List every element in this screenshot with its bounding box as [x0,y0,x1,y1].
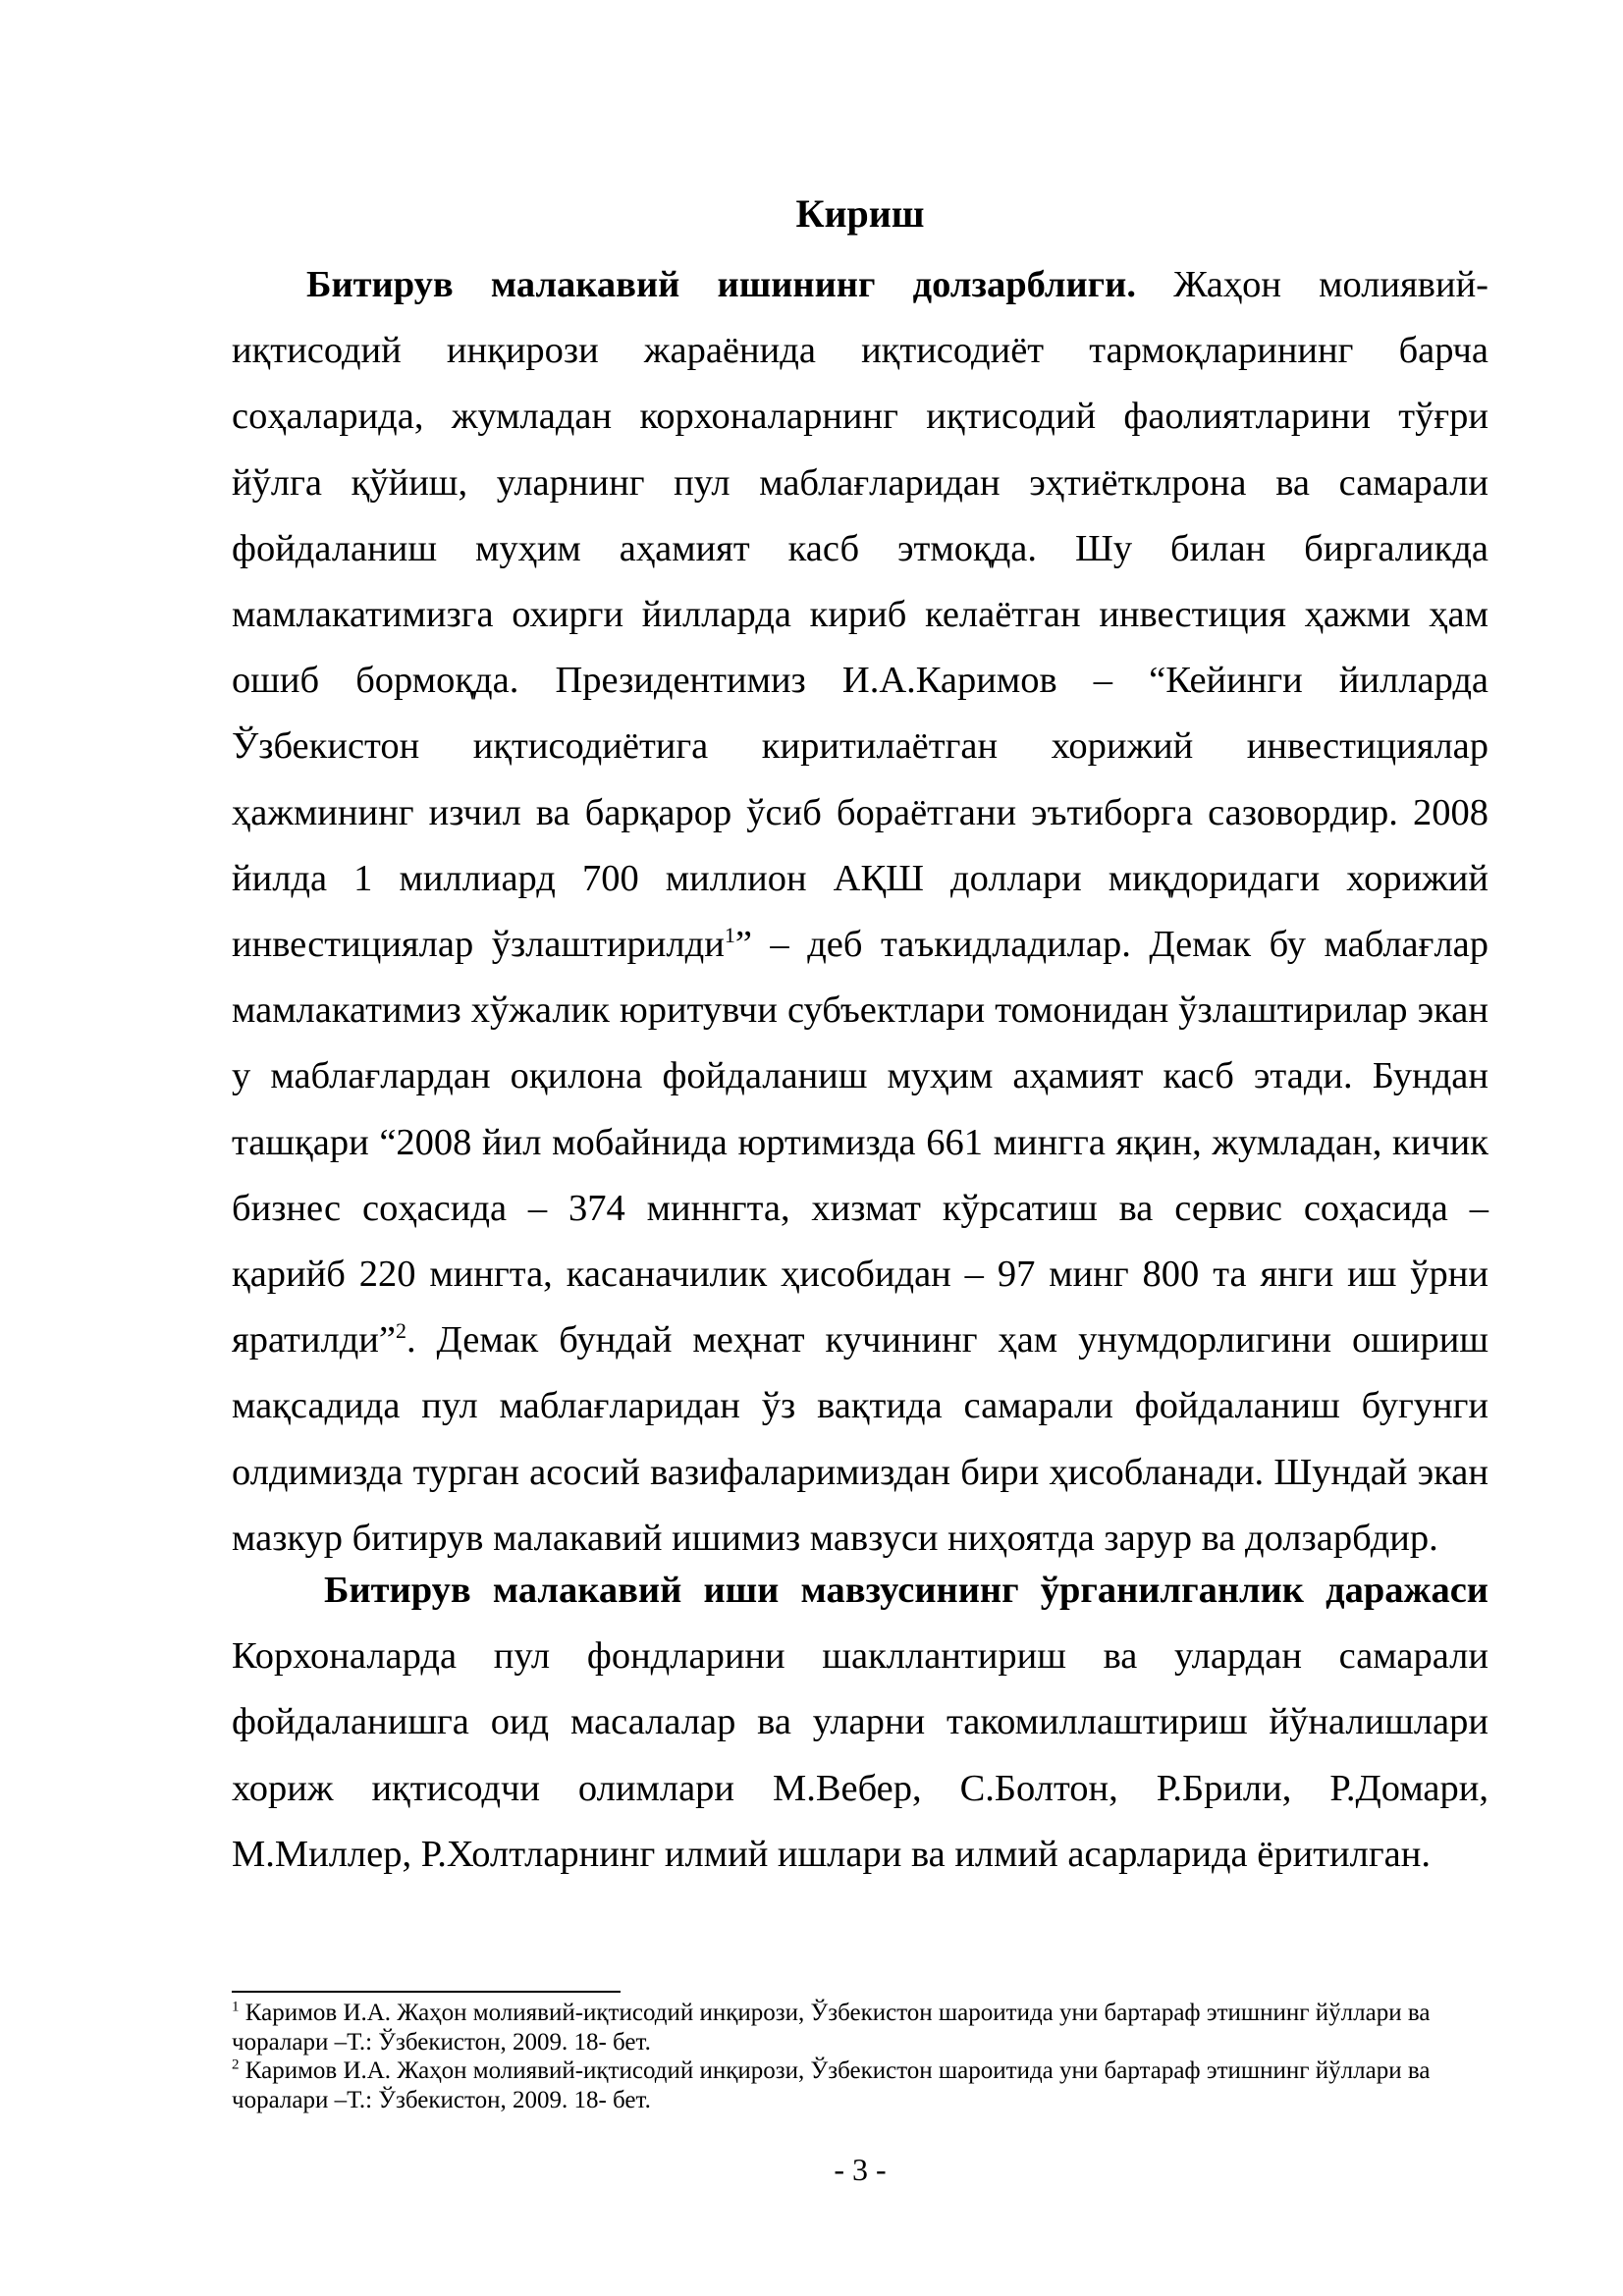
paragraph-study-level [232,1558,1488,1888]
paragraph-relevance-text-2: ” – деб таъкидладилар. Демак бу маблағлар мамлакатимиз хўжалик юритувчи субъектлари томонидан ўзлаштирилар экан у маблағлардан оқилона фойдаланиш муҳим аҳамият касб этади. Бундан ташқари “2008 йил мобайнида юртимизда 661 мингга яқин, жумладан, кичик бизнес соҳасида – 374 миннгта, хизмат кўрсатиш ва сервис соҳасида – қарийб 220 мингта, касаначилик ҳисобидан – 97 минг 800 та янги иш ўрни яратилди” [232,924,1488,1362]
paragraph-study-level-lead: Битирув малакавий иши мавзусининг ўрганилганлик даражаси [324,1570,1488,1611]
page-number: - 3 - [834,2152,887,2187]
page-title: Кириш [795,191,925,236]
footnote-number: 1 [232,1999,240,2015]
paragraph-relevance-text-1: Жаҳон молиявий-иқтисодий инқирози жараёнида иқтисодиёт тармоқларининг барча соҳаларида, жумладан корхоналарнинг иқтисодий фаолиятларини тўғри йўлга қўйиш, уларнинг пул маблағларидан эҳтиётклрона ва самарали фойдаланиш муҳим аҳамият касб этмоқда. Шу билан биргаликда мамлакатимизга охирги йилларда кириб келаётган инвестиция ҳажми ҳам ошиб бормоқда. Президентимиз И.А.Каримов – “Кейинги йилларда Ўзбекистон иқтисодиётига киритилаётган хорижий инвестициялар ҳажмининг изчил ва барқарор ўсиб бораётгани эътиборга сазовордир. 2008 йилда 1 миллиард 700 миллион АҚШ доллари миқдоридаги хорижий инвестициялар ўзлаштирилди [232,264,1488,966]
footnote-ref-1: 1 [724,923,735,948]
paragraph-relevance-lead: Битирув малакавий ишининг долзарблиги. [306,264,1136,305]
footnotes [232,1999,1488,2114]
footnote-separator [232,1991,621,1993]
paragraph-relevance-text-3: . Демак бундай меҳнат кучининг ҳам унумдорлигини ошириш мақсадида пул маблағларидан ўз вақтида самарали фойдаланиш бугунги олдимизда турган асосий вазифаларимиздан бири ҳисобланади. Шундай экан мазкур битирув малакавий ишимиз мавзуси ниҳоятда зарур ва долзарбдир. [232,1319,1488,1559]
footnote-text: Каримов И.А. Жаҳон молиявий-иқтисодий инқирози, Ўзбекистон шароитида уни бартараф этишнинг йўллари ва чоралари –Т.: Ўзбекистон, 2009. 18- бет. [232,2000,1431,2056]
footnote-number: 2 [232,2056,240,2073]
footnote-ref-2: 2 [395,1318,406,1344]
footnote-2 [232,2056,1488,2114]
paragraph-relevance [232,252,1488,1572]
paragraph-study-level-text: Корхоналарда пул фондларини шакллантириш ва улардан самарали фойдаланишга оид масалалар ва уларни такомиллаштириш йўналишлари хориж иқтисодчи олимлари М.Вебер, С.Болтон, Р.Брили, Р.Домари, М.Миллер, Р.Холтларнинг илмий ишлари ва илмий асарларида ёритилган. [232,1635,1488,1875]
footnote-text: Каримов И.А. Жаҳон молиявий-иқтисодий инқирози, Ўзбекистон шароитида уни бартараф этишнинг йўллари ва чоралари –Т.: Ўзбекистон, 2009. 18- бет. [232,2057,1431,2113]
footnote-1 [232,1999,1488,2056]
